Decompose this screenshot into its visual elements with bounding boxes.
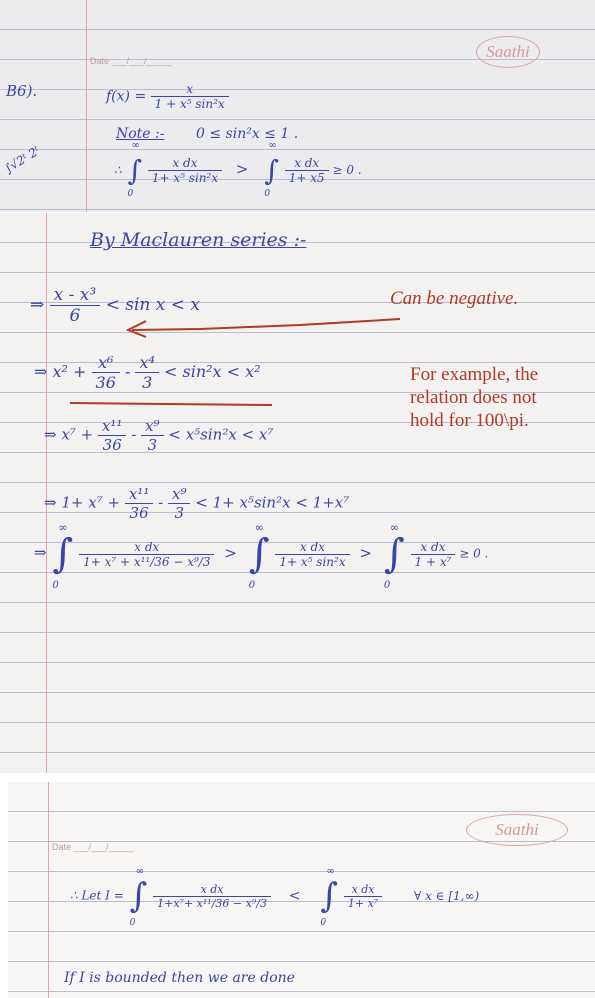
lower-limit: 0 (264, 189, 271, 199)
integrand-3-numerator: x dx (411, 540, 456, 555)
notebook-page-top (0, 0, 595, 212)
brand-logo: Saathi (466, 814, 568, 846)
integrand-1-denominator: 1+ x⁷ + x¹¹/36 − x⁹/3 (83, 554, 211, 569)
notebook-page-middle (0, 213, 595, 773)
integrand-2-numerator: x dx (275, 540, 349, 555)
function-denominator: 1 + x⁵ sin²x (154, 97, 225, 111)
integrand-1 (153, 883, 271, 910)
function-fraction (151, 82, 229, 111)
implies-arrow: ⇒ (34, 543, 47, 562)
function-definition (106, 82, 229, 111)
inequality-rest: < x⁵sin²x < x⁷ (168, 425, 274, 444)
fraction-numerator: x - x³ (50, 285, 101, 306)
upper-limit: ∞ (135, 866, 144, 877)
inequality-rest: < sin x < x (105, 295, 200, 315)
fraction-denominator: 36 (102, 436, 122, 454)
function-lhs: f(x) = (106, 88, 147, 105)
fraction-denominator: 36 (95, 373, 116, 392)
upper-limit: ∞ (326, 866, 335, 877)
integral-1 (125, 140, 144, 199)
integral-sign: ∫ (127, 154, 143, 187)
integrand-2-numerator: x dx (344, 883, 382, 897)
integrand-2-denominator: 1+ x⁷ (347, 896, 379, 910)
domain-condition: ∀ x ∈ [1,∞) (414, 888, 480, 903)
page-margin-line (48, 782, 49, 998)
implies-arrow: ⇒ (30, 295, 45, 315)
annotation-line: hold for 100\pi. (410, 410, 529, 431)
integral-inequality (114, 140, 362, 199)
annotation-can-be-negative: Can be negative. (390, 288, 519, 309)
nonnegative-tail: ≥ 0 . (332, 163, 362, 177)
lower-limit: 0 (248, 580, 256, 591)
note-text: 0 ≤ sin²x ≤ 1 . (196, 126, 299, 142)
brand-logo: Saathi (476, 36, 540, 68)
integrand-1 (148, 156, 222, 185)
notebook-page-bottom (8, 782, 595, 998)
fraction-denominator: 3 (142, 373, 153, 392)
integral-sign: ∫ (52, 531, 74, 577)
inequality-rest: < 1+ x⁵sin²x < 1+x⁷ (195, 493, 350, 512)
implies-arrow: ⇒ (44, 425, 57, 444)
term-x2-plus: x² + (52, 362, 87, 381)
greater-than-sign: > (235, 160, 249, 178)
upper-limit: ∞ (131, 140, 140, 151)
fraction-denominator: 3 (147, 436, 158, 454)
margin-scribble: ∫√2ᵗ 2ᵗ (2, 143, 43, 176)
implies-arrow: ⇒ (34, 362, 48, 381)
definition-of-I (70, 866, 480, 928)
upper-limit: ∞ (268, 140, 277, 151)
integrand-1-denominator: 1+x⁷+ x¹¹/36 − x⁹/3 (157, 896, 267, 910)
integrand-1-denominator: 1+ x⁵ sin²x (151, 171, 219, 185)
fraction-numerator: x⁹ (168, 485, 190, 504)
upper-limit: ∞ (58, 521, 68, 534)
therefore-sign: ∴ (114, 163, 122, 177)
note-label: Note :- (116, 126, 165, 142)
integral-sign: ∫ (248, 531, 270, 577)
integrand-2 (285, 156, 329, 185)
integrand-1-numerator: x dx (79, 540, 214, 555)
lower-limit: 0 (129, 918, 136, 928)
minus-sign: - (158, 493, 164, 512)
integrand-1-numerator: x dx (148, 156, 222, 171)
date-label: Date ___/___/_____ (52, 842, 134, 852)
annotation-line: For example, the (410, 364, 539, 385)
integrand-3-denominator: 1 + x⁷ (414, 554, 452, 569)
section-heading: By Maclauren series :- (90, 229, 307, 251)
implies-arrow: ⇒ (44, 493, 57, 512)
lower-limit: 0 (52, 580, 59, 591)
upper-limit: ∞ (389, 521, 399, 534)
minus-sign: - (124, 362, 131, 381)
lower-limit: 0 (320, 918, 327, 928)
fraction-numerator: x¹¹ (98, 417, 127, 436)
fraction-numerator: x⁶ (92, 353, 120, 373)
upper-limit: ∞ (254, 521, 264, 534)
integrand-1-numerator: x dx (153, 883, 271, 897)
lower-limit: 0 (127, 189, 134, 199)
less-than-sign: < (288, 887, 301, 904)
integral-sign: ∫ (320, 876, 339, 916)
integrand-2-denominator: 1+ x⁵ sin²x (279, 554, 346, 569)
integrand-2-numerator: x dx (285, 156, 329, 171)
inequality-rest: < sin²x < x² (164, 362, 261, 381)
let-I-equals: ∴ Let I = (70, 888, 124, 903)
page-margin-line (86, 0, 87, 212)
function-numerator: x (151, 82, 229, 97)
minus-sign: - (131, 425, 137, 444)
lower-limit: 0 (383, 580, 391, 591)
annotation-line: relation does not (410, 387, 537, 408)
annotation-arrow-line (132, 319, 400, 330)
integrand-2 (344, 883, 382, 910)
greater-than-sign: > (359, 543, 372, 562)
integrand-2-denominator: 1+ x5 (288, 171, 325, 185)
fraction-denominator: 6 (69, 306, 81, 326)
nonnegative-tail: ≥ 0 . (459, 546, 489, 561)
annotation-underline (70, 403, 272, 405)
integral-1 (128, 866, 150, 928)
term-x7-plus: x⁷ + (61, 425, 94, 444)
fraction-numerator: x⁹ (141, 417, 163, 436)
integral-2 (318, 866, 340, 928)
date-label: Date ___/___/_____ (90, 56, 172, 66)
greater-than-sign: > (224, 543, 237, 562)
question-number: B6). (6, 82, 38, 100)
integral-sign: ∫ (383, 531, 405, 577)
integral-2 (262, 140, 281, 199)
fraction-numerator: x¹¹ (125, 485, 154, 504)
integral-sign: ∫ (264, 154, 279, 187)
fraction-numerator: x⁴ (135, 353, 158, 373)
fraction-denominator: 3 (174, 504, 184, 522)
term-1-plus-x7-plus: 1+ x⁷ + (61, 493, 121, 512)
conclusion-text: If I is bounded then we are done (64, 970, 295, 986)
integral-sign: ∫ (129, 876, 148, 916)
annotation-marks (0, 213, 595, 773)
fraction-denominator: 36 (129, 504, 149, 522)
